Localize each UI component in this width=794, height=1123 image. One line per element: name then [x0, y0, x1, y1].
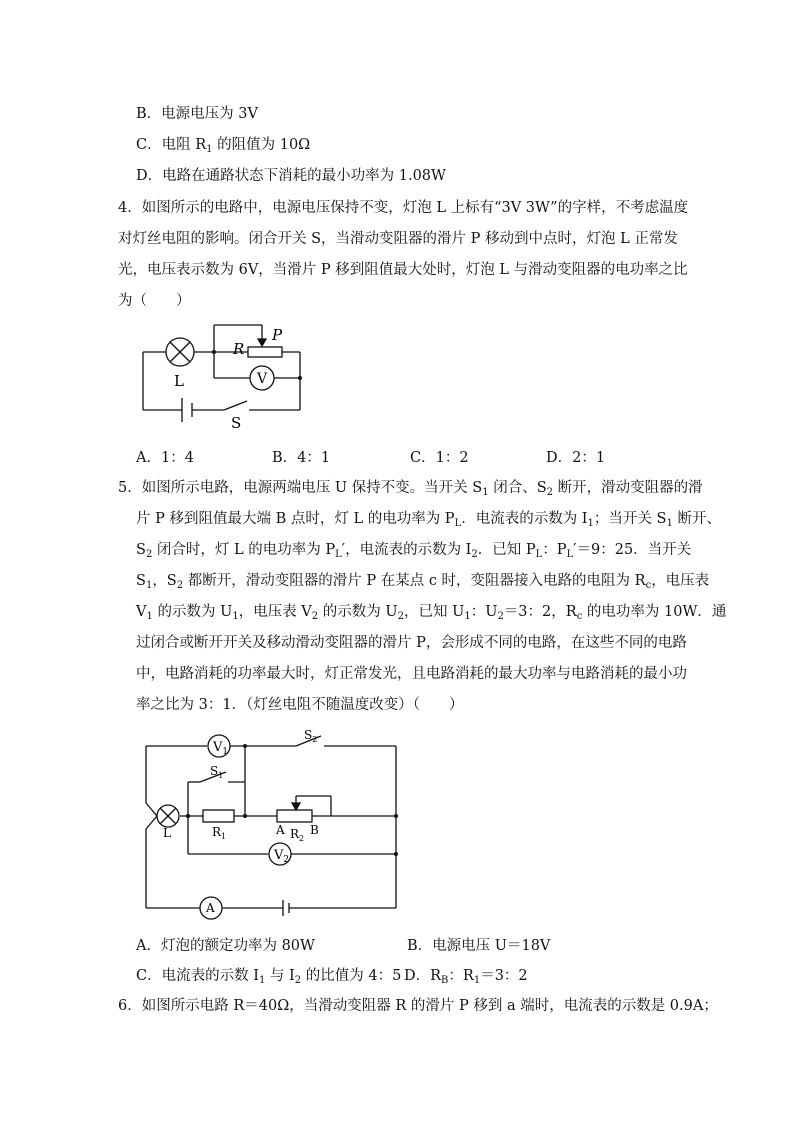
- q5-label-ammeter: A: [206, 901, 215, 915]
- q5-text-line5: $V_1$ 的示数为 $U_1$，电压表 $V_2$ 的示数为 $U_2$，已知 $U_1$：$U_2=3$：2，$R_c$ 的电功率为 10W．通: [136, 604, 727, 622]
- q4-text-line1: 4．如图所示的电路中，电源电压保持不变，灯泡 L 上标有“3V 3W”的字样，不考虑温度: [118, 200, 689, 216]
- q5-option-b: B．电源电压 U＝18V: [407, 938, 551, 954]
- q5-label-b: B: [310, 823, 319, 837]
- q5-label-r1: $R_1$: [212, 825, 227, 841]
- q5-label-v1: $V_1$: [213, 740, 229, 757]
- q5-label-a: A: [276, 823, 285, 837]
- q4-label-l: L: [174, 372, 184, 390]
- q3-option-d: D．电路在通路状态下消耗的最小功率为 1.08W: [136, 168, 446, 184]
- q5-text-line8: 率之比为 3：1．（灯丝电阻不随温度改变）（ ）: [136, 697, 464, 713]
- q4-text-line2: 对灯丝电阻的影响。闭合开关 S，当滑动变阻器的滑片 P 移动到中点时，灯泡 L 正常发: [118, 231, 678, 247]
- q3-option-c: C．电阻 $R_1$ 的阻值为 10Ω: [136, 137, 311, 155]
- q4-text-line3: 光，电压表示数为 6V，当滑片 P 移到阻值最大处时，灯泡 L 与滑动变阻器的电功率之比: [118, 262, 688, 278]
- q6-text-line1: 6．如图所示电路 R＝40Ω，当滑动变阻器 R 的滑片 P 移到 a 端时，电流表的示数是 0.9A；: [118, 998, 718, 1014]
- q5-text-line1: 5．如图所示电路，电源两端电压 U 保持不变。当开关 $S_1$ 闭合、$S_2$ 断开，滑动变阻器的滑: [118, 480, 703, 498]
- q4-option-b: B．4：1: [272, 450, 331, 466]
- q4-label-s: S: [231, 414, 242, 432]
- q5-label-r2: $R_2$: [290, 827, 305, 843]
- q5-option-d: D．$R_B$：$R_1=3$：2: [404, 968, 528, 986]
- q5-text-line6: 过闭合或断开开关及移动滑动变阻器的滑片 P，会形成不同的电路，在这些不同的电路: [136, 635, 687, 651]
- q4-option-c: C．1：2: [410, 450, 469, 466]
- q4-option-d: D．2：1: [546, 450, 606, 466]
- q5-text-line4: $S_1$，$S_2$ 都断开，滑动变阻器的滑片 P 在某点 c 时，变阻器接入电路的电阻为 $R_c$，电压表: [136, 573, 710, 591]
- q4-text-line4: 为（ ）: [118, 293, 191, 309]
- q5-text-line3: $S_2$ 闭合时，灯 L 的电功率为 $P_L'$，电流表的示数为 $I_2$．已知 $P_L$：$P_L'=9$：25．当开关: [136, 542, 692, 560]
- q5-label-s1: $S_1$: [210, 764, 224, 780]
- q5-label-s2: $S_2$: [304, 728, 318, 744]
- q4-label-p: P: [272, 326, 283, 344]
- q5-text-line7: 中，电路消耗的功率最大时，灯正常发光，且电路消耗的最大功率与电路消耗的最小功: [136, 666, 687, 682]
- q5-label-v2: $V_2$: [274, 848, 290, 865]
- q5-option-c: C．电流表的示数 $I_1$ 与 $I_2$ 的比值为 4：5: [136, 968, 402, 986]
- q4-label-v: V: [257, 371, 268, 387]
- q5-option-a: A．灯泡的额定功率为 80W: [136, 938, 315, 954]
- q4-label-r: R: [233, 340, 245, 358]
- q4-option-a: A．1：4: [136, 450, 194, 466]
- q3-option-b: B．电源电压为 3V: [136, 106, 258, 122]
- q5-label-l: L: [163, 826, 171, 840]
- q5-text-line2: 片 P 移到阻值最大端 B 点时，灯 L 的电功率为 $P_L$．电流表的示数为 $I_1$；当开关 $S_1$ 断开、: [136, 511, 721, 529]
